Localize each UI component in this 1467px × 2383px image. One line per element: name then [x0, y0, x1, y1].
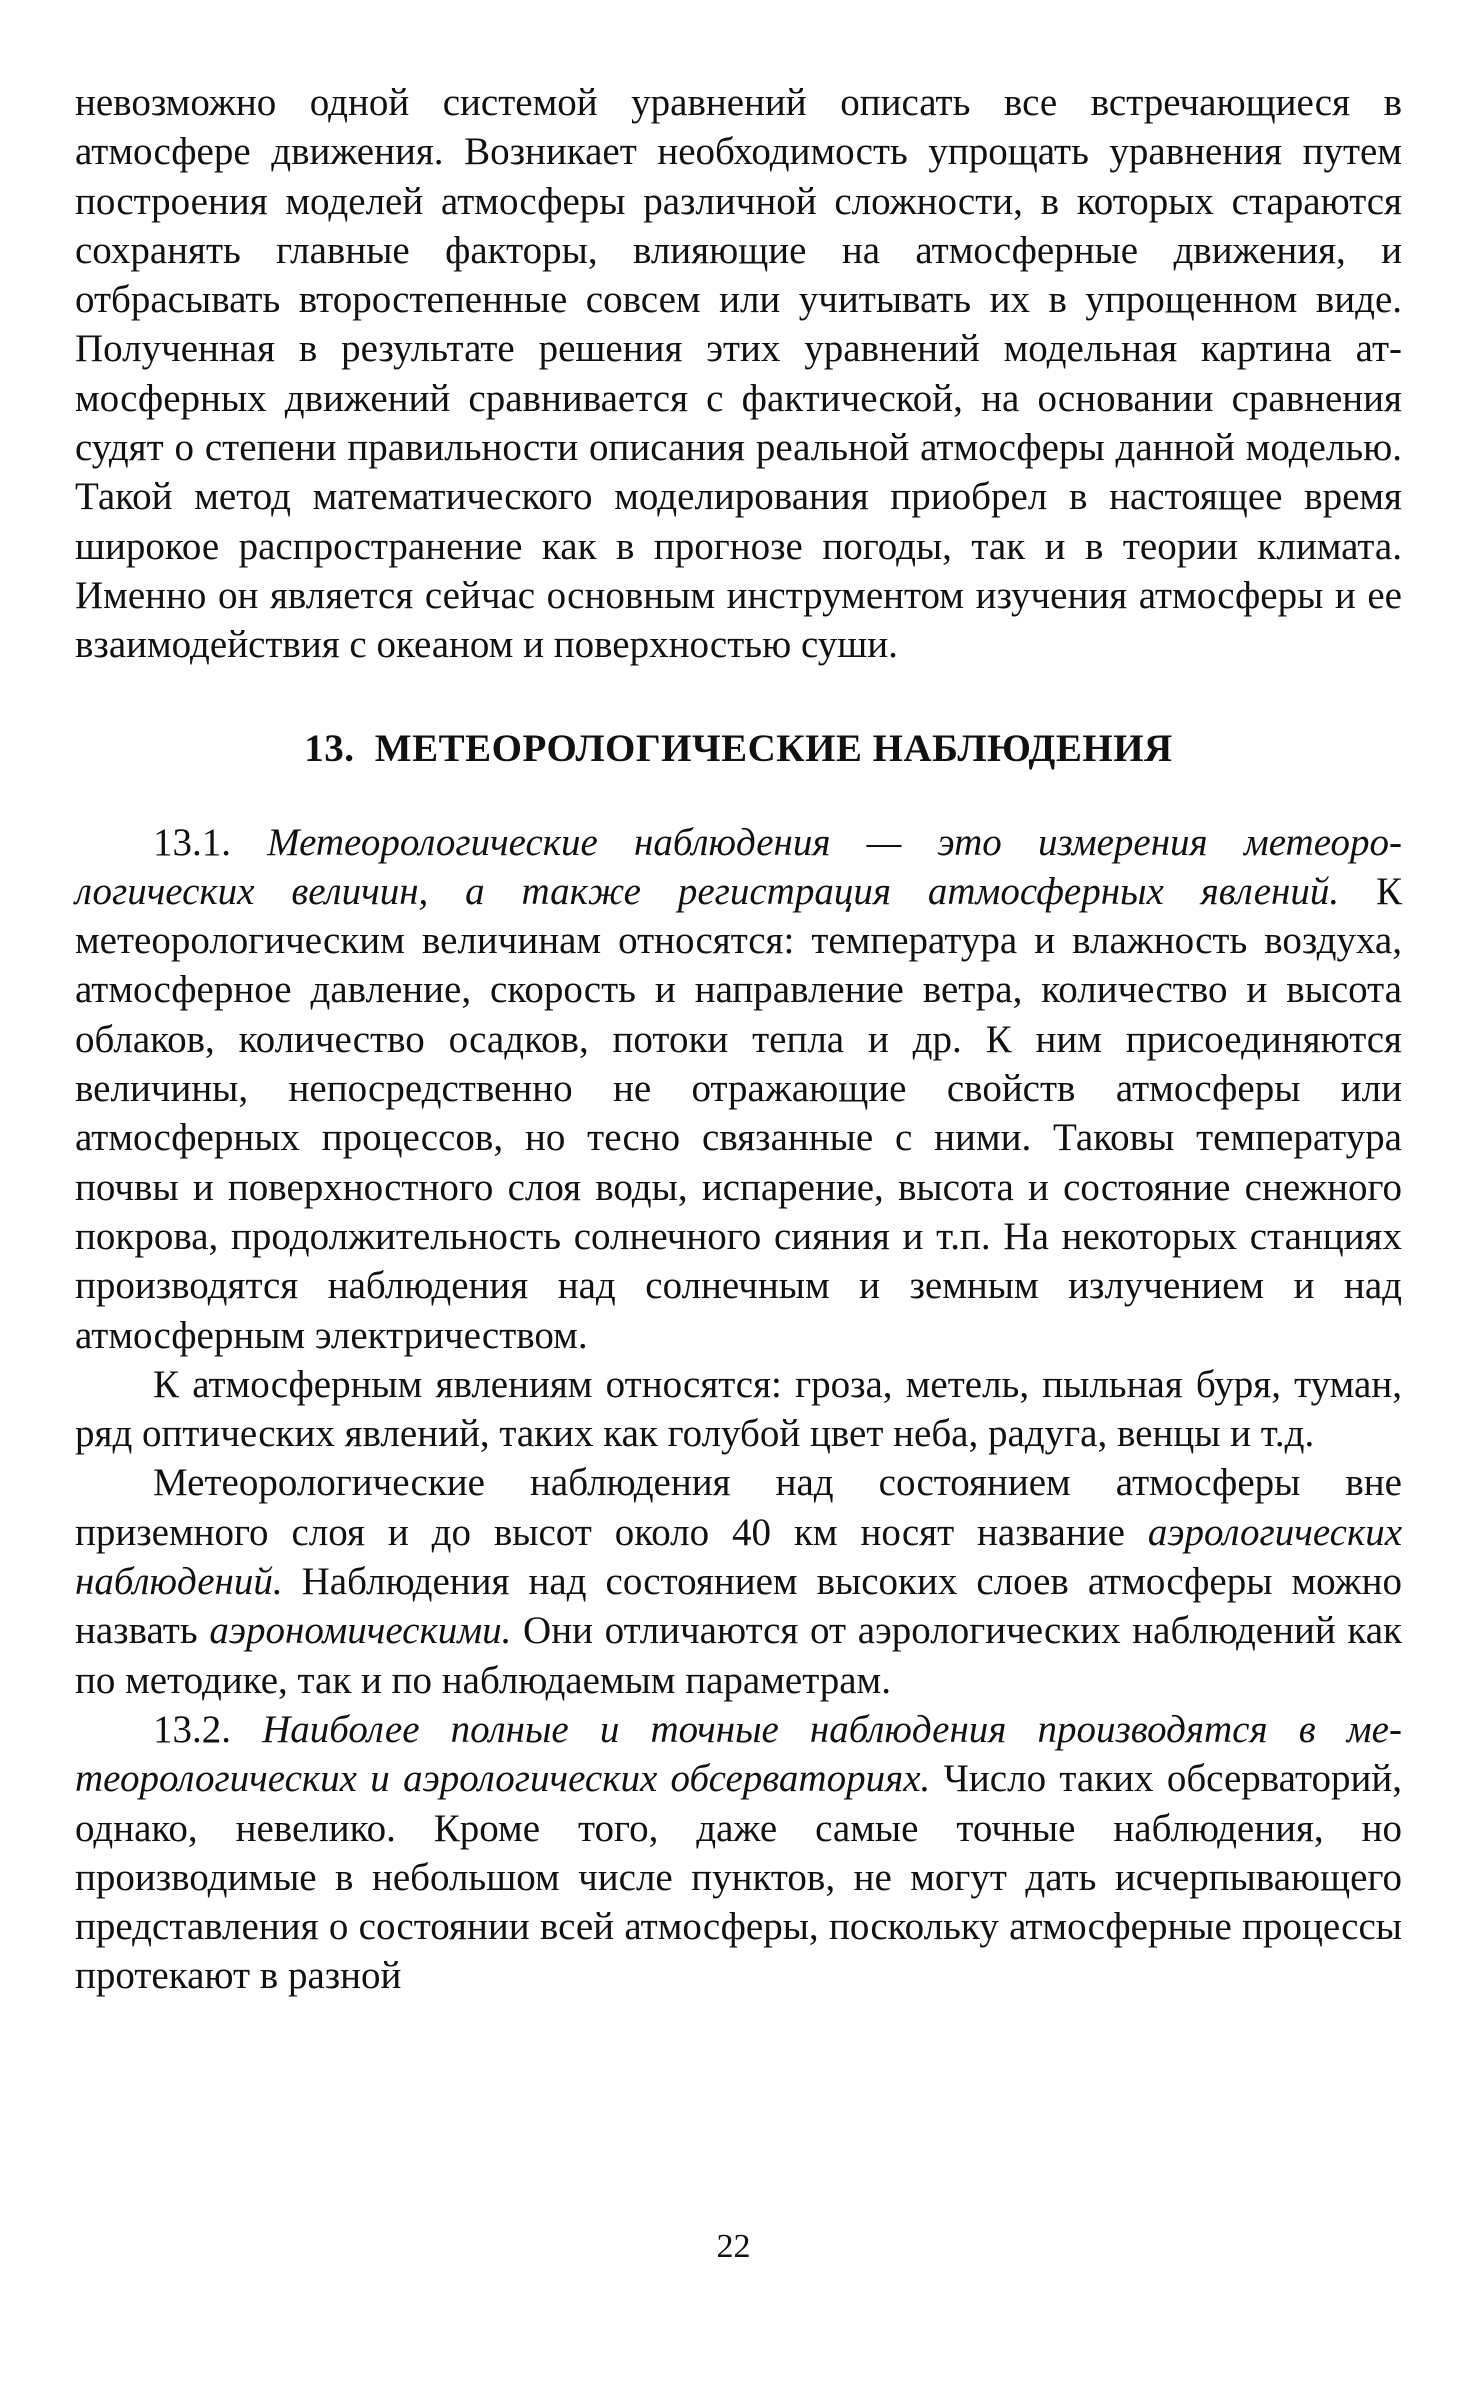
term-aerological: аэрологических наблюдений. [75, 1510, 1403, 1604]
page-number: 22 [716, 2228, 751, 2265]
intro-paragraph [75, 78, 1402, 670]
paragraph-13-1-number: 13.1. [153, 820, 231, 864]
paragraph-phenomena [75, 1360, 1402, 1459]
paragraph-aerology-text-2: Наблюдения над состоянием высоких слоев атмосферы можно назвать [75, 1560, 1402, 1653]
paragraph-13-2-text: Число таких обсерваторий, однако, невелико. Кроме того, даже самые точные наблюдения, но производимые в небольшом числе пунктов, не могут дать исчерпывающего представления о состоянии всей атмосферы, поскольку атмосферные процессы протекают в разной [75, 1757, 1402, 1998]
paragraph-aerology-text-1: Метеорологические наблюдения над состоянием атмосферы вне приземного слоя и до высот около 40 км носят название [75, 1461, 1402, 1554]
intro-text: невозможно одной системой уравнений описать все встречающиеся в атмосфере движения. Возникает необходимость упрощать уравнения путем построения моделей атмосферы различной сложности, в которых стараются сохранять главные факторы, влияющие на атмосферные движения, и отбрасывать второстепенные совсем или учитывать их в упрощенном виде. Полученная в результате решения этих уравнений модельная картина атмосферных движений сравнивается с фактической, на основании сравнения судят о степени правильности описания реальной атмосферы данной моделью. Такой метод математического моделирования приобрел в настоящее время широкое распространение как в прогнозе погоды, так и в теории климата. Именно он является сейчас основным инструментом изучения атмосферы и ее взаимодействия с океаном и поверхностью суши. [75, 81, 1402, 667]
paragraph-13-1 [75, 818, 1402, 1360]
term-aeronomic: аэрономическими. [209, 1609, 512, 1653]
section-number: 13. [304, 726, 355, 770]
paragraph-phenomena-text: К атмосферным явлениям относятся: гроза, метель, пыльная буря, туман, ряд оптических явлений, таких как голубой цвет неба, радуга, венцы и т.д. [75, 1362, 1402, 1456]
paragraph-13-1-text: К метеорологическим величинам относятся: температура и влажность воздуха, атмосферное давление, скорость и направление ветра, количество и высота облаков, количество осадков, потоки тепла и др. К ним присоединяются величины, непосредственно не отражающие свойств атмосферы или атмосферных процессов, но тесно связанные с ними. Таковы температура почвы и поверхностного слоя воды, испарение, высота и состояние снежного покрова, продолжительность солнечного сияния и т.п. На некоторых станциях производятся наблюдения над солнечным и земным излучением и над атмосферным электричеством. [75, 869, 1402, 1357]
paragraph-13-1-definition: Метеорологические наблюдения — это измерения метеорологических величин, а также регистрация атмосферных явлений. [75, 820, 1402, 913]
paragraph-13-2-statement: Наиболее полные и точные наблюдения производятся в метеорологических и аэрологических обсерваториях. [75, 1707, 1402, 1801]
paragraph-aerology [75, 1458, 1402, 1704]
page-body [75, 78, 1402, 2001]
section-title: МЕТЕОРОЛОГИЧЕСКИЕ НАБЛЮДЕНИЯ [374, 726, 1173, 770]
section-heading [75, 724, 1402, 773]
paragraph-aerology-text-3: Они отличаются от аэрологических наблюдений как по методике, так и по наблюдаемым параметрам. [75, 1609, 1403, 1702]
paragraph-13-2-number: 13.2. [153, 1707, 231, 1751]
paragraph-13-2 [75, 1705, 1402, 2001]
